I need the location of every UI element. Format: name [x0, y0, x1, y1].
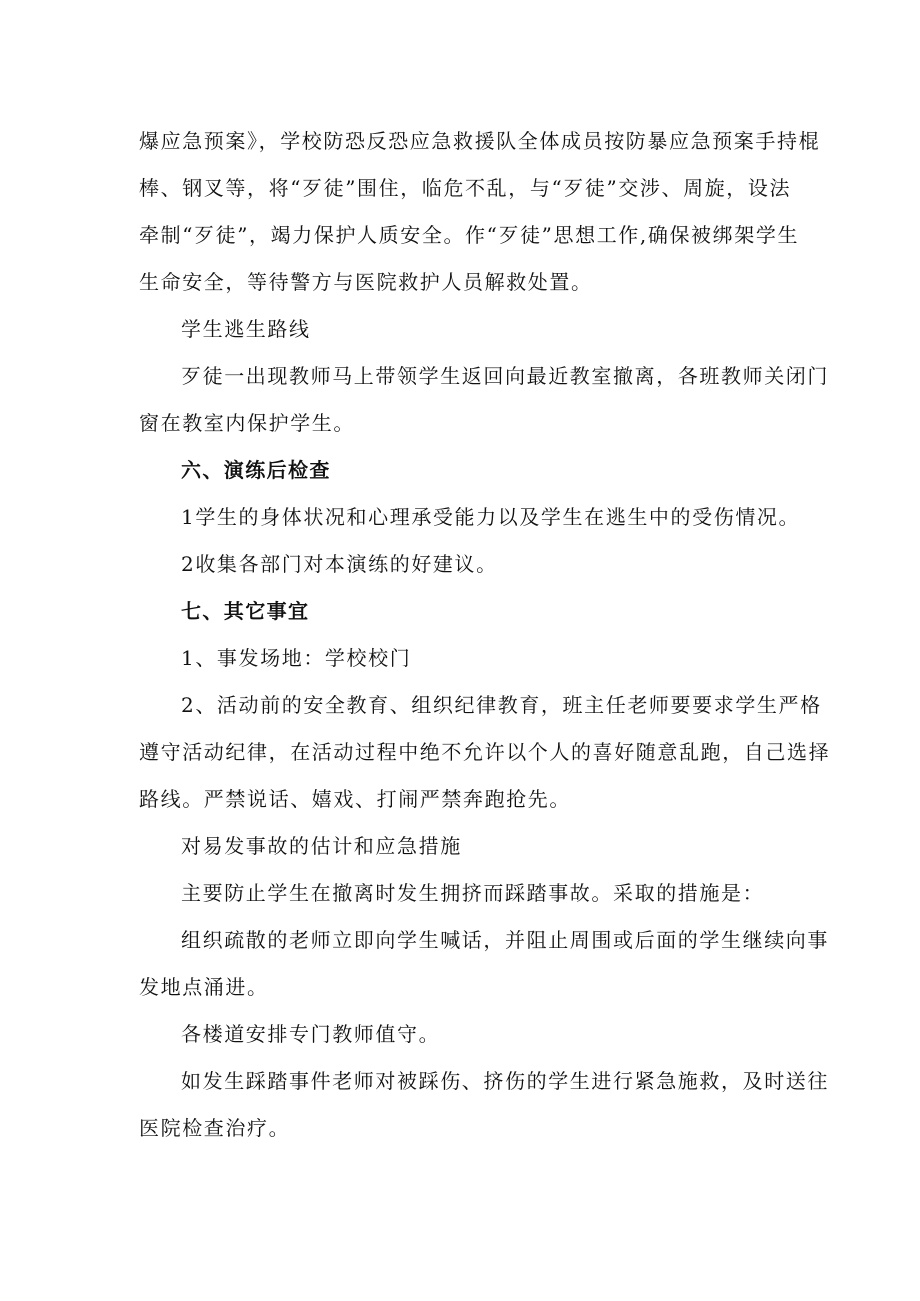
paragraph-line: 窗在教室内保护学生。: [139, 411, 355, 435]
subheading-escape-route: 学生逃生路线: [181, 317, 311, 341]
paragraph-line: 组织疏散的老师立即向学生喊话，并阻止周围或后面的学生继续向事: [181, 928, 829, 952]
paragraph-line: 主要防止学生在撤离时发生拥挤而踩踏事故。采取的措施是：: [181, 881, 765, 905]
paragraph-line: 如发生踩踏事件老师对被踩伤、挤伤的学生进行紧急施救，及时送往: [181, 1069, 829, 1093]
paragraph-line: 发地点涌进。: [139, 975, 269, 999]
list-item: 1、事发场地：学校校门: [181, 646, 412, 670]
paragraph-line: 生命安全，等待警方与医院救护人员解救处置。: [139, 270, 593, 294]
subheading-accident-estimate: 对易发事故的估计和应急措施: [181, 834, 462, 858]
paragraph-line: 歹徒一出现教师马上带领学生返回向最近教室撤离，各班教师关闭门: [181, 364, 829, 388]
paragraph-line: 牵制“歹徒”，竭力保护人质安全。作“歹徒”思想工作,确保被绑架学生: [139, 223, 800, 247]
list-item: 2、活动前的安全教育、组织纪律教育，班主任老师要要求学生严格: [181, 693, 822, 717]
paragraph-line: 路线。严禁说话、嬉戏、打闹严禁奔跑抢先。: [139, 787, 571, 811]
paragraph-line: 棒、钢叉等，将“歹徒”围住，临危不乱，与“歹徒”交涉、周旋，设法: [139, 176, 792, 200]
section-heading-post-drill-check: 六、演练后检查: [181, 458, 331, 482]
paragraph-line: 医院检查治疗。: [139, 1116, 291, 1140]
list-item: 1学生的身体状况和心理承受能力以及学生在逃生中的受伤情况。: [181, 505, 801, 529]
paragraph-line: 爆应急预案》，学校防恐反恐应急救援队全体成员按防暴应急预案手持棍: [139, 129, 821, 153]
paragraph-line: 各楼道安排专门教师值守。: [181, 1022, 441, 1046]
section-heading-other-matters: 七、其它事宜: [181, 599, 310, 623]
paragraph-line: 遵守活动纪律，在活动过程中绝不允许以个人的喜好随意乱跑，自己选择: [139, 740, 831, 764]
list-item: 2收集各部门对本演练的好建议。: [181, 552, 498, 576]
document-body: [139, 118, 831, 1152]
